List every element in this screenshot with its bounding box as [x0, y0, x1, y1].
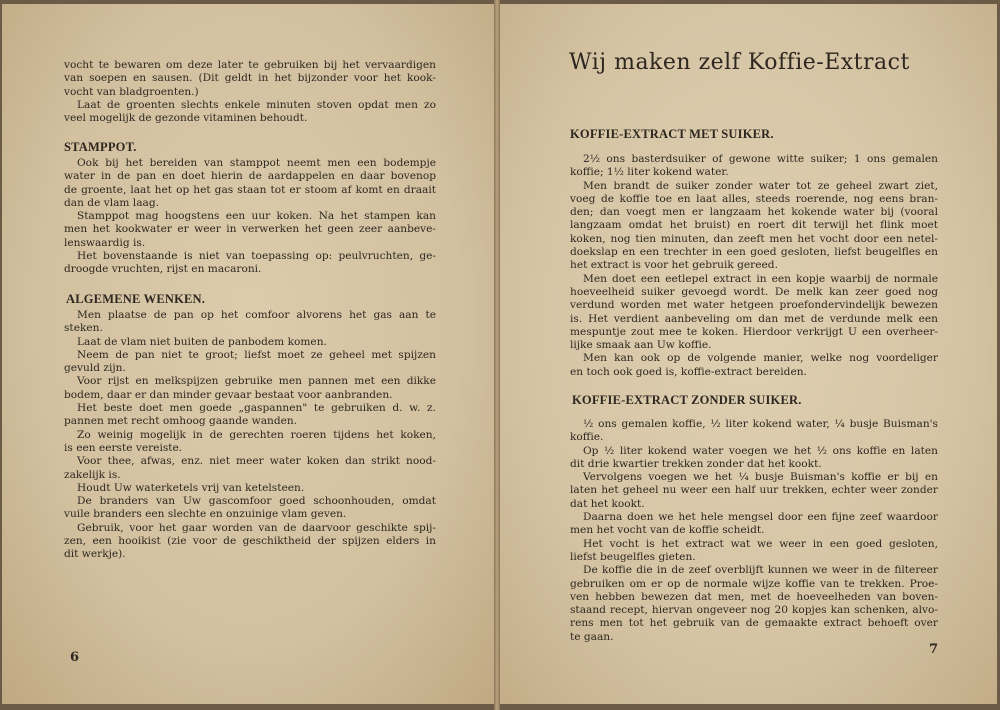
paragraph: [64, 402, 436, 429]
text-line: koken, nog tien minuten, dan zeeft men het vocht door een netel-: [570, 232, 938, 245]
text-line: Het beste doet men goede „gaspannen" te gebruiken d. w. z.: [77, 402, 436, 415]
text-line: langzaam omdat het bruist) en roert dit terwijl het flink moet: [570, 219, 938, 232]
paragraph: [64, 482, 436, 495]
paragraph: [64, 336, 436, 349]
text-line: mespuntje zout mee te koken. Hierdoor verkrijgt U een overheer-: [570, 325, 938, 338]
page-number-left: 6: [70, 650, 80, 665]
text-line: Het bovenstaande is niet van toepassing op: peulvruchten, ge-: [77, 250, 436, 263]
heading-koffie-extract-zonder-suiker: KOFFIE-EXTRACT ZONDER SUIKER.: [572, 393, 802, 407]
text-line: is een eerste vereiste.: [64, 441, 183, 454]
left-intro: [64, 59, 436, 125]
text-line: en toch ook goed is, koffie-extract bereiden.: [570, 365, 807, 378]
text-line: Voor thee, afwas, enz. niet meer water koken dan strikt nood-: [77, 455, 436, 468]
text-line: van soepen en sausen. (Dit geldt in het bijzonder voor het kook-: [64, 72, 436, 85]
text-line: Men plaatse de pan op het comfoor alvorens het gas aan te: [77, 309, 436, 321]
text-line: pannen met recht omhoog gaande wanden.: [64, 415, 298, 428]
text-line: doekslap en een trechter in een goed gesloten, liefst beugelfles en: [570, 246, 938, 259]
text-line: vocht van bladgroenten.): [64, 85, 199, 98]
paragraph: [64, 59, 436, 99]
page-number-right: 7: [929, 642, 939, 657]
text-line: lijke smaak aan Uw koffie.: [570, 339, 712, 352]
text-line: staand recept, hiervan ongeveer nog 20 kopjes kan schenken, alvo-: [570, 604, 938, 617]
text-line: dat het kookt.: [570, 497, 645, 510]
text-line: liefst beugelfles gieten.: [570, 550, 696, 563]
paragraph: [64, 495, 436, 522]
text-line: laten het geheel nu weer een half uur trekken, echter weer zonder: [570, 484, 938, 497]
text-line: Stamppot mag hoogstens een uur koken. Na het stampen kan: [77, 210, 436, 223]
paragraph: [64, 210, 436, 250]
paragraph: [570, 445, 938, 472]
text-line: ½ ons gemalen koffie, ½ liter kokend water, ¼ busje Buisman's: [583, 418, 938, 430]
text-line: lenswaardig is.: [64, 236, 146, 249]
text-line: koffie; 1½ liter kokend water.: [570, 166, 729, 179]
text-line: Neem de pan niet te groot; liefst moet ze geheel met spijzen: [77, 348, 436, 361]
book-spine: [494, 0, 500, 710]
text-line: den; dan voegt men er langzaam het kokende water bij (vooral: [570, 206, 938, 219]
text-line: Het vocht is het extract wat we weer in een goed gesloten,: [583, 537, 938, 550]
text-line: zen, een hooikist (zie voor de geschiktheid der spijzen elders in: [64, 535, 436, 548]
text-line: steken.: [64, 322, 103, 335]
text-line: dan de vlam laag.: [64, 196, 159, 209]
text-line: ven hebben bewezen dat men, met de hoeveelheden van boven-: [570, 590, 938, 603]
paragraph: [570, 538, 938, 565]
text-line: voeg de koffie toe en laat alles, steeds roerende, nog eens bran-: [570, 192, 938, 205]
algemene-wenken-text: [64, 309, 436, 562]
met-suiker-text: [570, 153, 938, 379]
text-line: Op ½ liter kokend water voegen we het ½ ons koffie en laten: [583, 444, 938, 457]
paragraph: [570, 180, 938, 273]
heading-koffie-extract-met-suiker: KOFFIE-EXTRACT MET SUIKER.: [570, 127, 774, 141]
text-line: te gaan.: [570, 630, 614, 643]
text-line: Zo weinig mogelijk in de gerechten roeren tijdens het koken,: [77, 428, 436, 441]
text-line: Laat de vlam niet buiten de panbodem komen.: [77, 335, 327, 348]
paragraph: [64, 455, 436, 482]
text-line: Ook bij het bereiden van stamppot neemt men een bodempje: [77, 157, 436, 169]
text-line: Voor rijst en melkspijzen gebruike men pannen met een dikke: [77, 375, 436, 388]
text-line: bodem, daar er dan minder gevaar bestaat voor aanbranden.: [64, 388, 393, 401]
text-line: Houdt Uw waterketels vrij van ketelsteen.: [77, 481, 305, 494]
text-line: koffie.: [570, 431, 604, 444]
paragraph: [570, 564, 938, 644]
paragraph: [64, 99, 436, 126]
paragraph: [64, 309, 436, 336]
page-title: Wij maken zelf Koffie-Extract: [569, 50, 910, 75]
heading-stamppot: STAMPPOT.: [64, 140, 137, 154]
paragraph: [64, 522, 436, 562]
text-line: Laat de groenten slechts enkele minuten stoven opdat men zo: [77, 98, 436, 111]
text-line: veel mogelijk de gezonde vitaminen behoudt.: [64, 112, 308, 125]
text-line: is. Het verdient aanbeveling om dan met de verdunde melk een: [570, 312, 938, 325]
paragraph: [570, 352, 938, 379]
paragraph: [64, 375, 436, 402]
paragraph: [570, 418, 938, 445]
text-line: gevuld zijn.: [64, 362, 126, 375]
text-line: De koffie die in de zeef overblijft kunnen we weer in de filtereer: [583, 564, 938, 577]
paragraph: [64, 349, 436, 376]
text-line: Men doet een eetlepel extract in een kopje waarbij de normale: [583, 272, 938, 285]
text-line: het extract is voor het gebruik gereed.: [570, 259, 778, 272]
heading-algemene-wenken: ALGEMENE WENKEN.: [66, 292, 206, 306]
text-line: gebruiken om er op de normale wijze koffie van te trekken. Proe-: [570, 577, 938, 590]
text-line: vuile branders een slechte en onzuinige vlam geven.: [64, 508, 347, 521]
paragraph: [570, 511, 938, 538]
text-line: Daarna doen we het hele mengsel door een fijne zeef waardoor: [583, 511, 938, 524]
paragraph: [64, 250, 436, 277]
text-line: De branders van Uw gascomfoor goed schoonhouden, omdat: [77, 495, 436, 508]
paragraph: [570, 153, 938, 180]
text-line: dit drie kwartier trekken zonder dat het kookt.: [570, 457, 822, 470]
text-line: Gebruik, voor het gaar worden van de daarvoor geschikte spij-: [77, 521, 436, 534]
text-line: dit werkje).: [64, 548, 126, 561]
text-line: vocht te bewaren om deze later te gebruiken bij het vervaardigen: [64, 59, 436, 71]
text-line: hoeveelheid suiker gevoegd wordt. De melk kan zeer goed nog: [570, 285, 938, 298]
text-line: men het kookwater er weer in verwerken het geen zeer aanbeve-: [64, 223, 436, 236]
paragraph: [570, 273, 938, 353]
text-line: rens men tot het gebruik van de gemaakte extract behoeft over: [570, 617, 938, 630]
zonder-suiker-text: [570, 418, 938, 644]
text-line: men het vocht van de koffie scheidt.: [570, 524, 765, 537]
text-line: droogde vruchten, rijst en macaroni.: [64, 263, 262, 276]
text-line: verdund worden met water hetgeen proefondervindelijk bewezen: [570, 299, 938, 312]
text-line: zakelijk is.: [64, 468, 121, 481]
text-line: Men brandt de suiker zonder water tot ze geheel zwart ziet,: [583, 179, 938, 192]
text-line: water in de pan en doet hierin de aardappelen en daar bovenop: [64, 170, 436, 183]
text-line: 2½ ons basterdsuiker of gewone witte suiker; 1 ons gemalen: [583, 153, 938, 165]
stamppot-text: [64, 157, 436, 277]
paragraph: [570, 471, 938, 511]
paragraph: [64, 157, 436, 210]
paragraph: [64, 429, 436, 456]
text-line: de groente, laat het op het gas staan tot er stoom af komt en draait: [64, 183, 436, 196]
text-line: Vervolgens voegen we het ¼ busje Buisman's koffie er bij en: [583, 471, 938, 484]
text-line: Men kan ook op de volgende manier, welke nog voordeliger: [583, 352, 938, 365]
